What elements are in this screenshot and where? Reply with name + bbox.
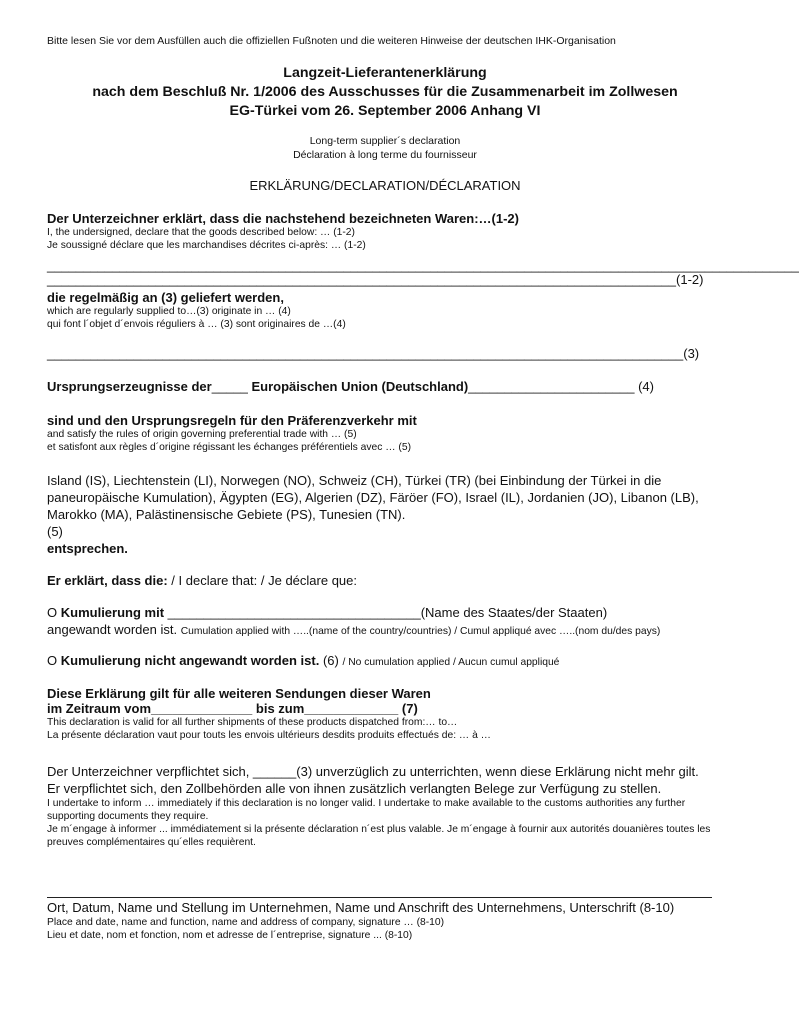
supplied-line-ref: (3): [683, 346, 700, 361]
rules-heading-de: sind und den Ursprungsregeln für den Präferenzverkehr mit: [47, 413, 417, 428]
cumulation-en-fr-2: / No cumulation applied / Aucun cumul appliqué: [342, 657, 560, 668]
header-note: Bitte lesen Sie vor dem Ausfüllen auch die offiziellen Fußnoten und die weiteren Hinweise der deutschen IHK-Organisation: [47, 35, 616, 47]
cumulation-option-1-cont: [47, 623, 718, 638]
goods-text-en: I, the undersigned, declare that the goods described below: … (1-2): [47, 227, 355, 238]
goods-heading-de: Der Unterzeichner erklärt, dass die nachstehend bezeichneten Waren:…(1-2): [47, 211, 519, 226]
title-line-2: nach dem Beschluß Nr. 1/2006 des Ausschusses für die Zusammenarbeit im Zollwesen: [92, 84, 678, 100]
cumulation-option-1: [47, 605, 718, 620]
countries-closing: entsprechen.: [47, 541, 128, 556]
signature-fr: Lieu et date, nom et fonction, nom et adresse de l´entreprise, signature ... (8-10): [47, 930, 413, 941]
countries-ref: (5): [47, 524, 63, 539]
cumulation-cont-en-fr: Cumulation applied with …..(name of the country/countries) / Cumul appliqué avec …..(nom du/des pays): [180, 626, 661, 637]
supplied-text-en: which are regularly supplied to…(3) originate in … (4): [47, 306, 291, 317]
validity-from-field[interactable]: ______________: [151, 701, 253, 716]
countries-list: Island (IS), Liechtenstein (LI), Norwegen (NO), Schweiz (CH), Türkei (TR) (bei Einbindung der Türkei in die paneuropäische Kumulation), Ägypten (EG), Algerien (DZ), Färöer (FO), Israel (IL), Jordanien (JO), Libanon (LB), Marokko (MA), Palästinensische Gebiete (PS), Tunesien (TN).: [47, 473, 699, 522]
title-line-1: Langzeit-Lieferantenerklärung: [283, 65, 487, 81]
validity-period: [47, 701, 718, 716]
rules-text-en: and satisfy the rules of origin governing preferential trade with … (5): [47, 429, 357, 440]
validity-heading-de: Diese Erklärung gilt für alle weiteren Sendungen dieser Waren: [47, 686, 431, 701]
cumulation-cont-de: angewandt worden ist.: [47, 622, 178, 637]
undertaking-de: Der Unterzeichner verpflichtet sich, ______(3) unverzüglich zu unterrichten, wenn diese Erklärung nicht mehr gilt. Er verpflichtet sich, den Zollbehörden alle von ihnen zusätzlich verlangten Belege zur Verfügung zu stellen.: [47, 764, 699, 796]
title-line-3: EG-Türkei vom 26. September 2006 Anhang VI: [229, 103, 541, 119]
rules-text-fr: et satisfont aux règles d´origine régissant les échanges préférentiels avec … (5): [47, 442, 412, 453]
goods-line-ref: (1-2): [676, 272, 704, 287]
supplied-underline: ________________________________________________________________________________________: [47, 346, 684, 361]
goods-section: [47, 211, 718, 252]
goods-underline: _______________________________________________________________________________________: [47, 272, 677, 287]
signature-line[interactable]: [47, 897, 712, 898]
declaration-heading: ERKLÄRUNG/DECLARATION/DÉCLARATION: [249, 178, 521, 193]
supplied-text-fr: qui font l´objet d´envois réguliers à … (3) sont originaires de …(4): [47, 319, 346, 330]
cumulation-label-1: Kumulierung mit: [60, 605, 165, 620]
validity-ref: (7): [401, 701, 418, 716]
declare-intro: [47, 572, 718, 589]
cumulation-radio-2[interactable]: O: [47, 653, 58, 668]
origin-middle: Europäischen Union (Deutschland): [247, 379, 469, 394]
subtitle-en: Long-term supplier´s declaration: [309, 135, 461, 147]
validity-text-fr: La présente déclaration vaut pour touts les envois ultérieurs desdits produits effectués de: … à …: [47, 730, 491, 741]
cumulation-label-2: Kumulierung nicht angewandt worden ist.: [60, 653, 320, 668]
subtitle: [40, 134, 730, 162]
validity-to-label: bis zum: [255, 701, 305, 716]
origin-line: [47, 379, 718, 394]
goods-line-1[interactable]: ________________________________________________________________________________________________________: [47, 258, 799, 273]
undertaking-section: [47, 763, 715, 849]
validity-from-label: im Zeitraum vom: [47, 701, 152, 716]
undertaking-en: I undertake to inform … immediately if this declaration is no longer valid. I undertake to make available to the customs authorities any further supporting documents they require.: [47, 798, 686, 822]
countries-section: [47, 472, 722, 557]
document-title: [40, 64, 730, 121]
validity-to-field[interactable]: _____________: [304, 701, 399, 716]
origin-blank[interactable]: _____: [211, 379, 248, 394]
origin-underline: _______________________: [468, 379, 635, 394]
cumulation-country-field[interactable]: ___________________________________: [167, 605, 421, 620]
validity-section: [47, 686, 718, 742]
signature-de: Ort, Datum, Name und Stellung im Unternehmen, Name und Anschrift des Unternehmens, Unterschrift (8-10): [47, 900, 675, 915]
supplied-line[interactable]: [47, 346, 718, 361]
goods-line-2[interactable]: [47, 272, 718, 287]
supplied-section: [47, 290, 718, 331]
declare-intro-de: Er erklärt, dass die:: [47, 573, 168, 588]
subtitle-fr: Déclaration à long terme du fournisseur: [293, 149, 477, 161]
rules-section: [47, 413, 718, 454]
cumulation-field-hint: (Name des Staates/der Staaten): [420, 605, 608, 620]
undertaking-fr: Je m´engage à informer ... immédiatement si la présente déclaration n´est plus valable. Je m´engage à fournir aux autorités douanières toutes les preuves complémentaires qu´elles requièrent.: [47, 824, 711, 848]
declare-intro-rest: / I declare that: / Je déclare que:: [167, 573, 358, 588]
origin-prefix: Ursprungserzeugnisse der: [47, 379, 212, 394]
validity-text-en: This declaration is valid for all further shipments of these products dispatched from:… to…: [47, 717, 458, 728]
supplied-heading-de: die regelmäßig an (3) geliefert werden,: [47, 290, 284, 305]
cumulation-radio-1[interactable]: O: [47, 605, 58, 620]
goods-text-fr: Je soussigné déclare que les marchandises décrites ci-après: … (1-2): [47, 240, 366, 251]
cumulation-ref-2: (6): [322, 653, 339, 668]
origin-ref: (4): [634, 379, 654, 394]
signature-section: [47, 899, 715, 942]
cumulation-option-2: [47, 653, 718, 668]
signature-en: Place and date, name and function, name and address of company, signature … (8-10): [47, 917, 445, 928]
